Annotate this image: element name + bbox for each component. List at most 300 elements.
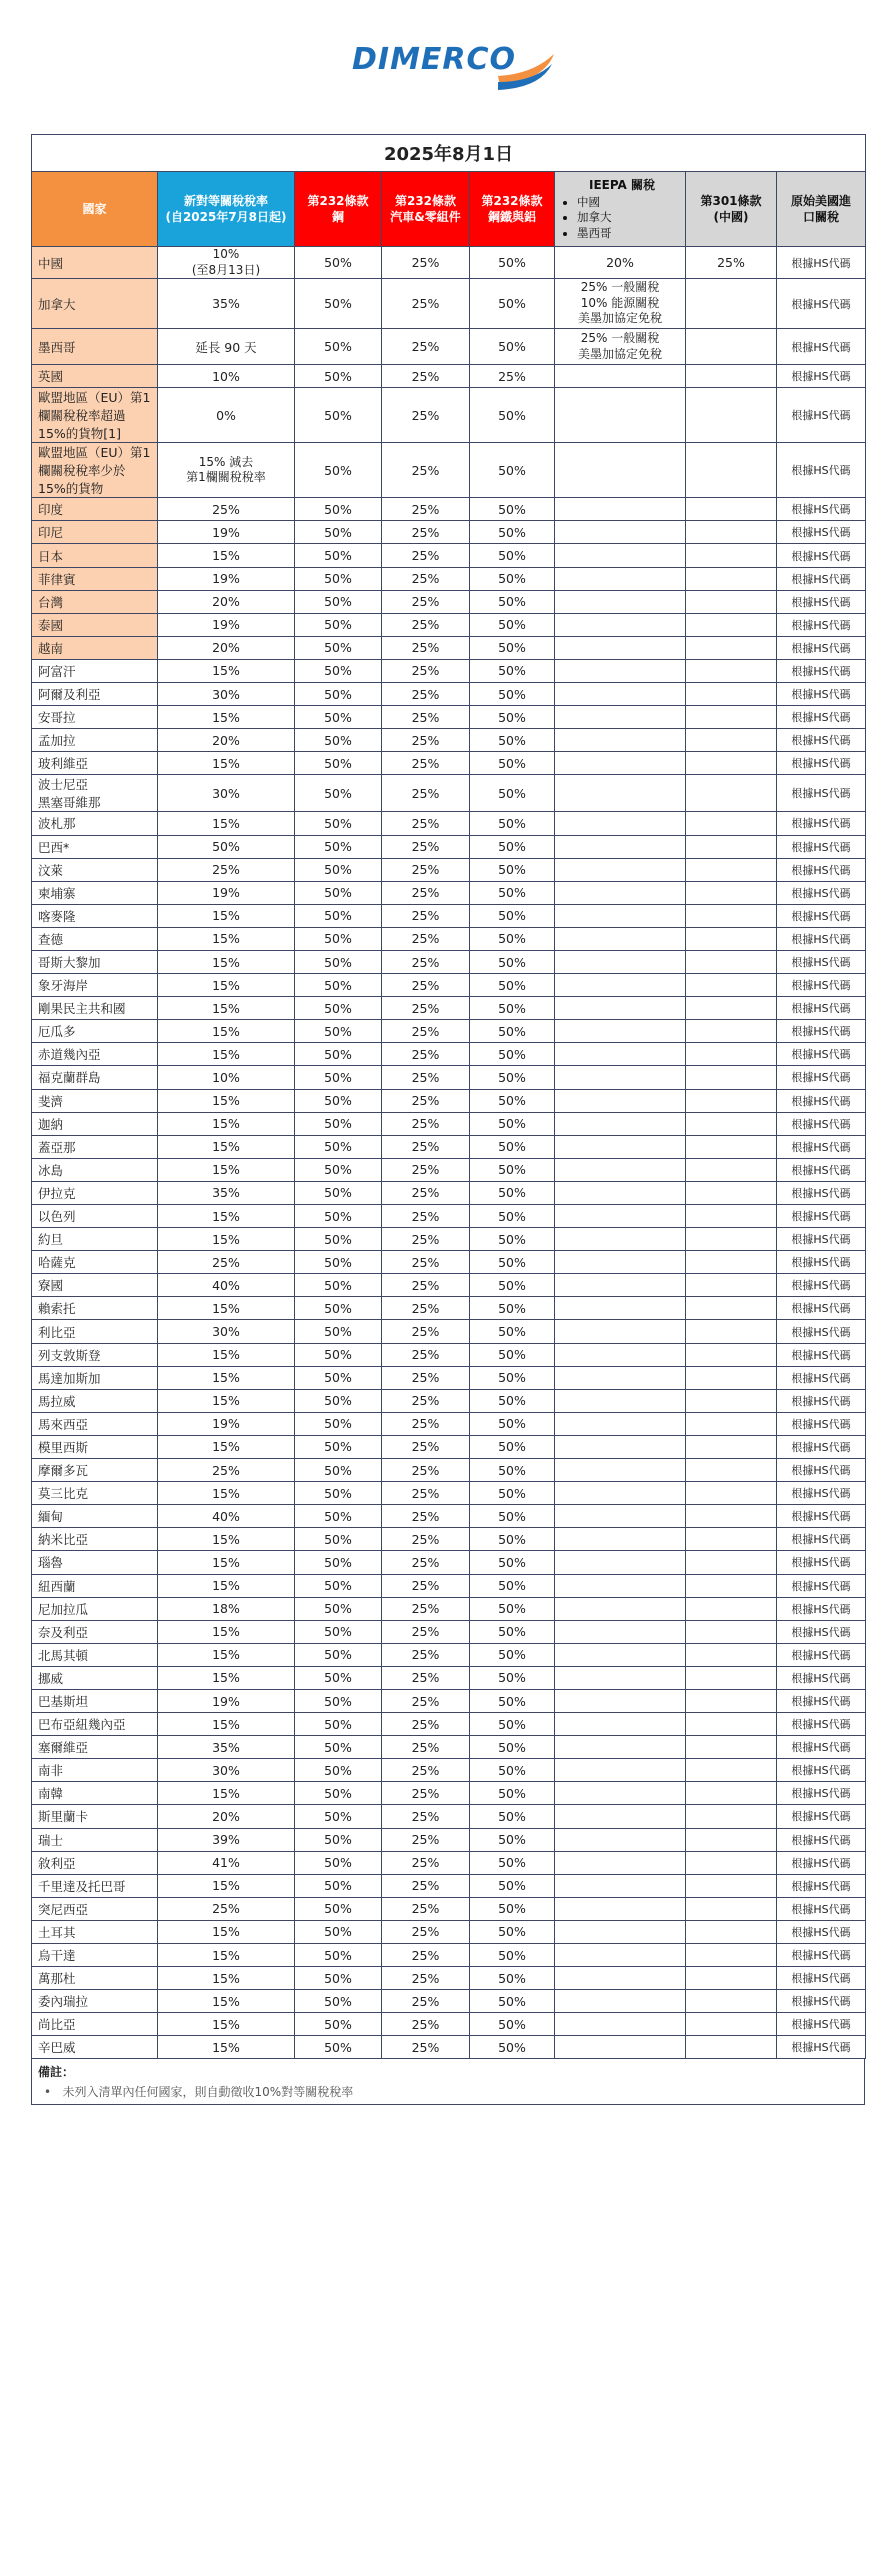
section232-aluminum-cell: 50% (470, 706, 555, 729)
section232-aluminum-cell: 50% (470, 1389, 555, 1412)
section301-cell (686, 1805, 777, 1828)
reciprocal-rate-cell: 15% (158, 1666, 295, 1689)
reciprocal-rate-cell: 15% (158, 1366, 295, 1389)
original-duty-cell: 根據HS代碼 (777, 1505, 866, 1528)
section301-cell (686, 1389, 777, 1412)
original-duty-cell: 根據HS代碼 (777, 1112, 866, 1135)
ieepa-cell (555, 1274, 686, 1297)
ieepa-cell (555, 1482, 686, 1505)
country-cell: 瑙魯 (32, 1551, 158, 1574)
country-cell: 北馬其頓 (32, 1643, 158, 1666)
section232-aluminum-cell: 50% (470, 1528, 555, 1551)
section232-steel-cell: 50% (295, 1389, 382, 1412)
section232-steel-cell: 50% (295, 1736, 382, 1759)
table-row (32, 927, 866, 950)
section232-auto-cell: 25% (382, 1459, 470, 1482)
reciprocal-rate-cell: 30% (158, 775, 295, 812)
country-cell: 巴西* (32, 835, 158, 858)
section232-steel-cell: 50% (295, 974, 382, 997)
section301-cell (686, 613, 777, 636)
table-row (32, 1828, 866, 1851)
reciprocal-rate-cell: 15% (158, 904, 295, 927)
reciprocal-rate-cell: 15% (158, 1435, 295, 1458)
section232-auto-cell: 25% (382, 567, 470, 590)
section301-cell (686, 544, 777, 567)
reciprocal-rate-cell: 50% (158, 835, 295, 858)
table-row (32, 1574, 866, 1597)
reciprocal-rate-cell: 20% (158, 636, 295, 659)
section301-cell (686, 1366, 777, 1389)
table-row (32, 1990, 866, 2013)
original-duty-cell: 根據HS代碼 (777, 279, 866, 329)
section232-auto-cell: 25% (382, 1597, 470, 1620)
reciprocal-rate-cell: 25% (158, 498, 295, 521)
section301-cell (686, 997, 777, 1020)
section232-auto-cell: 25% (382, 706, 470, 729)
section232-auto-cell: 25% (382, 1643, 470, 1666)
table-row (32, 1897, 866, 1920)
reciprocal-rate-cell: 15% (158, 544, 295, 567)
original-duty-cell: 根據HS代碼 (777, 1228, 866, 1251)
country-cell: 加拿大 (32, 279, 158, 329)
header-ieepa-item: • 加拿大 (577, 210, 681, 226)
original-duty-cell: 根據HS代碼 (777, 1828, 866, 1851)
reciprocal-rate-cell: 30% (158, 1759, 295, 1782)
table-row (32, 1066, 866, 1089)
section232-auto-cell: 25% (382, 2036, 470, 2059)
original-duty-cell: 根據HS代碼 (777, 812, 866, 835)
section301-cell (686, 1135, 777, 1158)
reciprocal-rate-cell: 10% (158, 365, 295, 388)
section232-auto-cell: 25% (382, 1782, 470, 1805)
reciprocal-rate-cell: 15% (158, 1205, 295, 1228)
section232-steel-cell: 50% (295, 1574, 382, 1597)
country-cell: 南韓 (32, 1782, 158, 1805)
original-duty-cell: 根據HS代碼 (777, 1389, 866, 1412)
original-duty-cell: 根據HS代碼 (777, 1066, 866, 1089)
reciprocal-rate-cell: 15% (158, 752, 295, 775)
section232-auto-cell: 25% (382, 1297, 470, 1320)
section232-aluminum-cell: 50% (470, 590, 555, 613)
ieepa-cell (555, 1874, 686, 1897)
table-row (32, 2013, 866, 2036)
section232-aluminum-cell: 50% (470, 1366, 555, 1389)
section301-cell (686, 1482, 777, 1505)
country-cell: 以色列 (32, 1205, 158, 1228)
section232-auto-cell: 25% (382, 1805, 470, 1828)
table-row (32, 521, 866, 544)
original-duty-cell: 根據HS代碼 (777, 706, 866, 729)
section232-auto-cell: 25% (382, 812, 470, 835)
section232-auto-cell: 25% (382, 1620, 470, 1643)
section232-auto-cell: 25% (382, 1112, 470, 1135)
section232-auto-cell: 25% (382, 1759, 470, 1782)
section232-auto-cell: 25% (382, 1228, 470, 1251)
reciprocal-rate-cell: 30% (158, 683, 295, 706)
country-cell: 挪威 (32, 1666, 158, 1689)
country-cell: 泰國 (32, 613, 158, 636)
country-cell: 喀麥隆 (32, 904, 158, 927)
ieepa-cell (555, 1736, 686, 1759)
ieepa-cell (555, 1043, 686, 1066)
table-row (32, 1412, 866, 1435)
ieepa-cell (555, 1459, 686, 1482)
section301-cell (686, 1043, 777, 1066)
original-duty-cell: 根據HS代碼 (777, 1620, 866, 1643)
table-row (32, 974, 866, 997)
section301-cell (686, 388, 777, 443)
section232-steel-cell: 50% (295, 544, 382, 567)
original-duty-cell: 根據HS代碼 (777, 1944, 866, 1967)
table-row (32, 1597, 866, 1620)
table-row (32, 544, 866, 567)
original-duty-cell: 根據HS代碼 (777, 1759, 866, 1782)
original-duty-cell: 根據HS代碼 (777, 498, 866, 521)
original-duty-cell: 根據HS代碼 (777, 1320, 866, 1343)
header-country: 國家 (32, 172, 158, 247)
country-cell: 哈薩克 (32, 1251, 158, 1274)
country-cell: 象牙海岸 (32, 974, 158, 997)
section301-cell (686, 443, 777, 498)
section232-aluminum-cell: 50% (470, 1020, 555, 1043)
section232-auto-cell: 25% (382, 974, 470, 997)
country-cell: 台灣 (32, 590, 158, 613)
header-reciprocal-rate: 新對等關稅稅率 (自2025年7月8日起) (158, 172, 295, 247)
section232-steel-cell: 50% (295, 247, 382, 279)
section301-cell (686, 1181, 777, 1204)
section301-cell: 25% (686, 247, 777, 279)
section232-aluminum-cell: 50% (470, 1135, 555, 1158)
section232-aluminum-cell: 50% (470, 927, 555, 950)
section301-cell (686, 1759, 777, 1782)
reciprocal-rate-cell: 15% (158, 1158, 295, 1181)
ieepa-cell (555, 498, 686, 521)
original-duty-cell: 根據HS代碼 (777, 636, 866, 659)
section232-auto-cell: 25% (382, 544, 470, 567)
section232-auto-cell: 25% (382, 1851, 470, 1874)
ieepa-cell (555, 1759, 686, 1782)
original-duty-cell: 根據HS代碼 (777, 1713, 866, 1736)
table-row (32, 1343, 866, 1366)
header-section232-auto: 第232條款 汽車&零組件 (382, 172, 470, 247)
section232-aluminum-cell: 50% (470, 329, 555, 365)
reciprocal-rate-cell: 15% (158, 1228, 295, 1251)
section232-auto-cell: 25% (382, 279, 470, 329)
country-cell: 蓋亞那 (32, 1135, 158, 1158)
table-row (32, 636, 866, 659)
reciprocal-rate-cell: 41% (158, 1851, 295, 1874)
section232-auto-cell: 25% (382, 1944, 470, 1967)
country-cell: 紐西蘭 (32, 1574, 158, 1597)
section232-aluminum-cell: 50% (470, 1851, 555, 1874)
country-cell: 伊拉克 (32, 1181, 158, 1204)
section232-aluminum-cell: 50% (470, 544, 555, 567)
country-cell: 尼加拉瓜 (32, 1597, 158, 1620)
section232-aluminum-cell: 50% (470, 1574, 555, 1597)
section232-auto-cell: 25% (382, 521, 470, 544)
section232-steel-cell: 50% (295, 812, 382, 835)
original-duty-cell: 根據HS代碼 (777, 858, 866, 881)
section232-steel-cell: 50% (295, 1666, 382, 1689)
country-cell: 波札那 (32, 812, 158, 835)
section301-cell (686, 2013, 777, 2036)
ieepa-cell (555, 881, 686, 904)
section232-aluminum-cell: 25% (470, 365, 555, 388)
section232-aluminum-cell: 50% (470, 636, 555, 659)
ieepa-cell (555, 1528, 686, 1551)
section232-auto-cell: 25% (382, 1020, 470, 1043)
section232-auto-cell: 25% (382, 1343, 470, 1366)
section232-aluminum-cell: 50% (470, 1897, 555, 1920)
section301-cell (686, 835, 777, 858)
logo-text: DIMERCO (352, 42, 517, 77)
table-row (32, 683, 866, 706)
notes-item: • 未列入清單內任何國家，則自動徵收10%對等關稅稅率 (44, 2085, 354, 2099)
notes-title: 備註： (38, 2065, 75, 2079)
section232-auto-cell: 25% (382, 1874, 470, 1897)
reciprocal-rate-cell: 19% (158, 521, 295, 544)
country-cell: 赤道幾內亞 (32, 1043, 158, 1066)
reciprocal-rate-cell: 35% (158, 1181, 295, 1204)
section232-aluminum-cell: 50% (470, 1874, 555, 1897)
country-cell: 敘利亞 (32, 1851, 158, 1874)
reciprocal-rate-cell: 35% (158, 279, 295, 329)
ieepa-cell (555, 2013, 686, 2036)
reciprocal-rate-cell: 15% (158, 706, 295, 729)
section232-steel-cell: 50% (295, 1412, 382, 1435)
country-cell: 日本 (32, 544, 158, 567)
country-cell: 孟加拉 (32, 729, 158, 752)
ieepa-cell (555, 1597, 686, 1620)
section232-steel-cell: 50% (295, 1066, 382, 1089)
section301-cell (686, 706, 777, 729)
table-row (32, 1089, 866, 1112)
section232-aluminum-cell: 50% (470, 812, 555, 835)
table-row (32, 279, 866, 329)
section301-cell (686, 1782, 777, 1805)
section301-cell (686, 1020, 777, 1043)
section232-steel-cell: 50% (295, 1112, 382, 1135)
section232-steel-cell: 50% (295, 1967, 382, 1990)
section232-auto-cell: 25% (382, 683, 470, 706)
section232-aluminum-cell: 50% (470, 1297, 555, 1320)
reciprocal-rate-cell: 19% (158, 567, 295, 590)
ieepa-cell (555, 1944, 686, 1967)
original-duty-cell: 根據HS代碼 (777, 1874, 866, 1897)
original-duty-cell: 根據HS代碼 (777, 1574, 866, 1597)
section232-auto-cell: 25% (382, 613, 470, 636)
country-cell: 波士尼亞 黑塞哥維那 (32, 775, 158, 812)
table-row (32, 1528, 866, 1551)
reciprocal-rate-cell: 40% (158, 1274, 295, 1297)
section232-auto-cell: 25% (382, 590, 470, 613)
original-duty-cell: 根據HS代碼 (777, 1205, 866, 1228)
country-cell: 厄瓜多 (32, 1020, 158, 1043)
section301-cell (686, 1066, 777, 1089)
reciprocal-rate-cell: 15% (158, 2036, 295, 2059)
original-duty-cell: 根據HS代碼 (777, 1920, 866, 1943)
reciprocal-rate-cell: 15% (158, 1551, 295, 1574)
original-duty-cell: 根據HS代碼 (777, 659, 866, 682)
section232-steel-cell: 50% (295, 904, 382, 927)
country-cell: 安哥拉 (32, 706, 158, 729)
section301-cell (686, 950, 777, 973)
section232-steel-cell: 50% (295, 1782, 382, 1805)
reciprocal-rate-cell: 延長 90 天 (158, 329, 295, 365)
section232-steel-cell: 50% (295, 881, 382, 904)
section232-steel-cell: 50% (295, 858, 382, 881)
reciprocal-rate-cell: 15% (158, 950, 295, 973)
section232-aluminum-cell: 50% (470, 1736, 555, 1759)
table-row (32, 729, 866, 752)
reciprocal-rate-cell: 15% (158, 1135, 295, 1158)
reciprocal-rate-cell: 20% (158, 590, 295, 613)
section232-aluminum-cell: 50% (470, 1689, 555, 1712)
ieepa-cell (555, 1089, 686, 1112)
original-duty-cell: 根據HS代碼 (777, 388, 866, 443)
notes-box (31, 2059, 865, 2105)
reciprocal-rate-cell: 15% (158, 1482, 295, 1505)
section301-cell (686, 775, 777, 812)
section301-cell (686, 1828, 777, 1851)
section232-auto-cell: 25% (382, 1528, 470, 1551)
reciprocal-rate-cell: 25% (158, 1251, 295, 1274)
ieepa-cell (555, 1689, 686, 1712)
reciprocal-rate-cell: 15% (158, 1874, 295, 1897)
section232-steel-cell: 50% (295, 521, 382, 544)
country-cell: 納米比亞 (32, 1528, 158, 1551)
table-row (32, 1805, 866, 1828)
section301-cell (686, 1459, 777, 1482)
country-cell: 尚比亞 (32, 2013, 158, 2036)
section301-cell (686, 1251, 777, 1274)
reciprocal-rate-cell: 15% (158, 1944, 295, 1967)
reciprocal-rate-cell: 10% (至8月13日) (158, 247, 295, 279)
section232-auto-cell: 25% (382, 443, 470, 498)
country-cell: 菲律賓 (32, 567, 158, 590)
section232-steel-cell: 50% (295, 729, 382, 752)
section301-cell (686, 904, 777, 927)
table-row (32, 1459, 866, 1482)
ieepa-cell (555, 1389, 686, 1412)
ieepa-cell: 25% 一般關稅 10% 能源關稅 美墨加協定免稅 (555, 279, 686, 329)
section232-steel-cell: 50% (295, 1643, 382, 1666)
ieepa-cell (555, 1251, 686, 1274)
section232-steel-cell: 50% (295, 1043, 382, 1066)
section232-steel-cell: 50% (295, 1459, 382, 1482)
section232-auto-cell: 25% (382, 1089, 470, 1112)
table-row (32, 775, 866, 812)
section232-aluminum-cell: 50% (470, 1782, 555, 1805)
section232-auto-cell: 25% (382, 927, 470, 950)
country-cell: 汶萊 (32, 858, 158, 881)
section232-auto-cell: 25% (382, 1320, 470, 1343)
section232-auto-cell: 25% (382, 388, 470, 443)
header-section232-steel: 第232條款 鋼 (295, 172, 382, 247)
section232-steel-cell: 50% (295, 1020, 382, 1043)
country-cell: 剛果民主共和國 (32, 997, 158, 1020)
country-cell: 阿爾及利亞 (32, 683, 158, 706)
table-row (32, 1297, 866, 1320)
section301-cell (686, 1967, 777, 1990)
tariff-rows (32, 247, 866, 2059)
section232-auto-cell: 25% (382, 1551, 470, 1574)
original-duty-cell: 根據HS代碼 (777, 567, 866, 590)
original-duty-cell: 根據HS代碼 (777, 881, 866, 904)
original-duty-cell: 根據HS代碼 (777, 613, 866, 636)
section301-cell (686, 636, 777, 659)
table-row (32, 659, 866, 682)
table-row (32, 858, 866, 881)
section232-auto-cell: 25% (382, 498, 470, 521)
section232-steel-cell: 50% (295, 1897, 382, 1920)
country-cell: 萬那杜 (32, 1967, 158, 1990)
ieepa-cell (555, 904, 686, 927)
reciprocal-rate-cell: 15% (158, 1713, 295, 1736)
ieepa-cell (555, 706, 686, 729)
country-cell: 土耳其 (32, 1920, 158, 1943)
country-cell: 列支敦斯登 (32, 1343, 158, 1366)
notes-item-text: 未列入清單內任何國家，則自動徵收10%對等關稅稅率 (62, 2085, 354, 2099)
section232-auto-cell: 25% (382, 1412, 470, 1435)
table-row (32, 1389, 866, 1412)
section232-steel-cell: 50% (295, 1435, 382, 1458)
section232-auto-cell: 25% (382, 1158, 470, 1181)
reciprocal-rate-cell: 15% (158, 1343, 295, 1366)
ieepa-cell (555, 567, 686, 590)
ieepa-cell (555, 1990, 686, 2013)
country-cell: 印度 (32, 498, 158, 521)
section232-aluminum-cell: 50% (470, 1205, 555, 1228)
section301-cell (686, 279, 777, 329)
ieepa-cell (555, 1643, 686, 1666)
section301-cell (686, 1297, 777, 1320)
ieepa-cell (555, 1320, 686, 1343)
section232-steel-cell: 50% (295, 1689, 382, 1712)
table-row (32, 1620, 866, 1643)
section301-cell (686, 2036, 777, 2059)
section232-auto-cell: 25% (382, 1274, 470, 1297)
section301-cell (686, 1343, 777, 1366)
section232-steel-cell: 50% (295, 1990, 382, 2013)
section232-steel-cell: 50% (295, 1366, 382, 1389)
reciprocal-rate-cell: 25% (158, 1897, 295, 1920)
original-duty-cell: 根據HS代碼 (777, 1412, 866, 1435)
original-duty-cell: 根據HS代碼 (777, 1181, 866, 1204)
section232-aluminum-cell: 50% (470, 950, 555, 973)
section232-steel-cell: 50% (295, 1759, 382, 1782)
section232-auto-cell: 25% (382, 365, 470, 388)
reciprocal-rate-cell: 15% (158, 659, 295, 682)
section232-aluminum-cell: 50% (470, 1459, 555, 1482)
section232-steel-cell: 50% (295, 2013, 382, 2036)
section232-aluminum-cell: 50% (470, 521, 555, 544)
section301-cell (686, 1736, 777, 1759)
section232-aluminum-cell: 50% (470, 729, 555, 752)
table-row (32, 388, 866, 443)
country-cell: 斯里蘭卡 (32, 1805, 158, 1828)
table-row (32, 1274, 866, 1297)
section232-steel-cell: 50% (295, 950, 382, 973)
section232-aluminum-cell: 50% (470, 1228, 555, 1251)
section232-auto-cell: 25% (382, 1043, 470, 1066)
section232-auto-cell: 25% (382, 835, 470, 858)
country-cell: 南非 (32, 1759, 158, 1782)
table-row (32, 443, 866, 498)
section301-cell (686, 1505, 777, 1528)
table-row (32, 1135, 866, 1158)
section232-steel-cell: 50% (295, 498, 382, 521)
